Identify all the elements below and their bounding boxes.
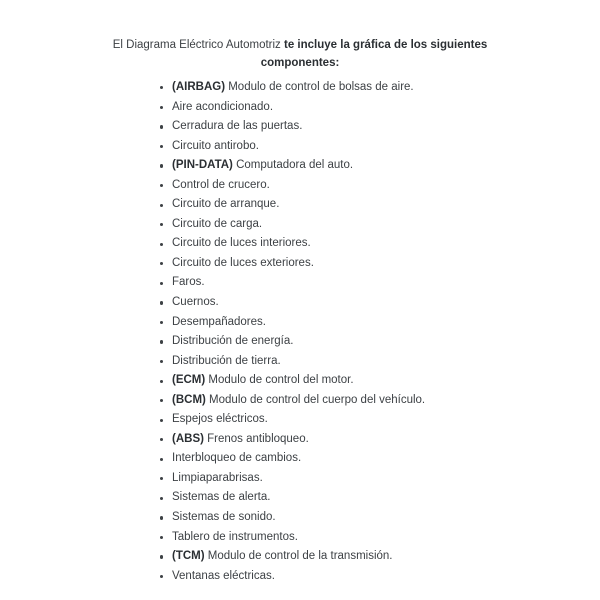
component-text: Control de crucero.	[172, 178, 270, 191]
list-item	[172, 508, 425, 528]
list-item	[172, 567, 425, 587]
component-text: Faros.	[172, 276, 205, 289]
component-code: (BCM)	[172, 393, 210, 406]
component-text: Desempañadores.	[172, 315, 266, 328]
page-title	[0, 36, 600, 72]
component-text: Limpiaparabrisas.	[172, 471, 263, 484]
list-item	[172, 254, 425, 274]
list-item	[172, 78, 425, 98]
component-code: (PIN-DATA)	[172, 159, 237, 172]
list-item	[172, 430, 425, 450]
component-text: Circuito de carga.	[172, 217, 263, 230]
component-text: Aire acondicionado.	[172, 100, 274, 113]
list-item	[172, 391, 425, 411]
list-item	[172, 528, 425, 548]
list-item	[172, 332, 425, 352]
list-item	[172, 215, 425, 235]
component-text: Sistemas de alerta.	[172, 491, 271, 504]
list-item	[172, 410, 425, 430]
component-text: Interbloqueo de cambios.	[172, 452, 302, 465]
component-text: Modulo de control de la transmisión.	[207, 550, 393, 563]
component-text: Frenos antibloqueo.	[207, 432, 309, 445]
component-text: Ventanas eléctricas.	[172, 569, 275, 582]
component-text: Espejos eléctricos.	[172, 413, 268, 426]
list-item	[172, 352, 425, 372]
list-item	[172, 449, 425, 469]
component-code: (AIRBAG)	[172, 81, 229, 93]
list-item	[172, 137, 425, 157]
list-item	[172, 273, 425, 293]
component-text: Computadora del auto.	[236, 159, 354, 172]
component-text: Modulo de control de bolsas de aire.	[228, 81, 414, 93]
title-normal-text: El Diagrama Eléctrico Automotriz	[112, 39, 285, 51]
component-text: Modulo de control del motor.	[208, 374, 354, 387]
component-text: Cerradura de las puertas.	[172, 120, 303, 133]
list-item	[172, 469, 425, 489]
list-item	[172, 156, 425, 176]
component-code: (TCM)	[172, 550, 208, 563]
component-text: Circuito de luces exteriores.	[172, 256, 314, 269]
component-code: (ABS)	[172, 432, 208, 445]
component-code: (ECM)	[172, 374, 209, 387]
title-bold-text-line1: te incluye la gráfica de los siguientes	[284, 39, 488, 51]
list-item	[172, 195, 425, 215]
list-item	[172, 234, 425, 254]
list-item	[172, 117, 425, 137]
component-text: Circuito de luces interiores.	[172, 237, 311, 250]
component-text: Sistemas de sonido.	[172, 511, 276, 524]
component-text: Distribución de tierra.	[172, 354, 281, 367]
component-text: Cuernos.	[172, 296, 219, 309]
list-item	[172, 313, 425, 333]
component-text: Circuito antirobo.	[172, 139, 259, 152]
list-item	[172, 176, 425, 196]
list-item	[172, 488, 425, 508]
list-item	[172, 371, 425, 391]
list-item	[172, 98, 425, 118]
list-item	[172, 293, 425, 313]
component-text: Circuito de arranque.	[172, 198, 280, 211]
component-text: Distribución de energía.	[172, 335, 294, 348]
title-bold-text-line2: componentes:	[260, 57, 340, 69]
component-list	[172, 78, 425, 586]
component-text: Modulo de control del cuerpo del vehículo.	[209, 393, 426, 406]
component-text: Tablero de instrumentos.	[172, 530, 298, 543]
list-item	[172, 547, 425, 567]
